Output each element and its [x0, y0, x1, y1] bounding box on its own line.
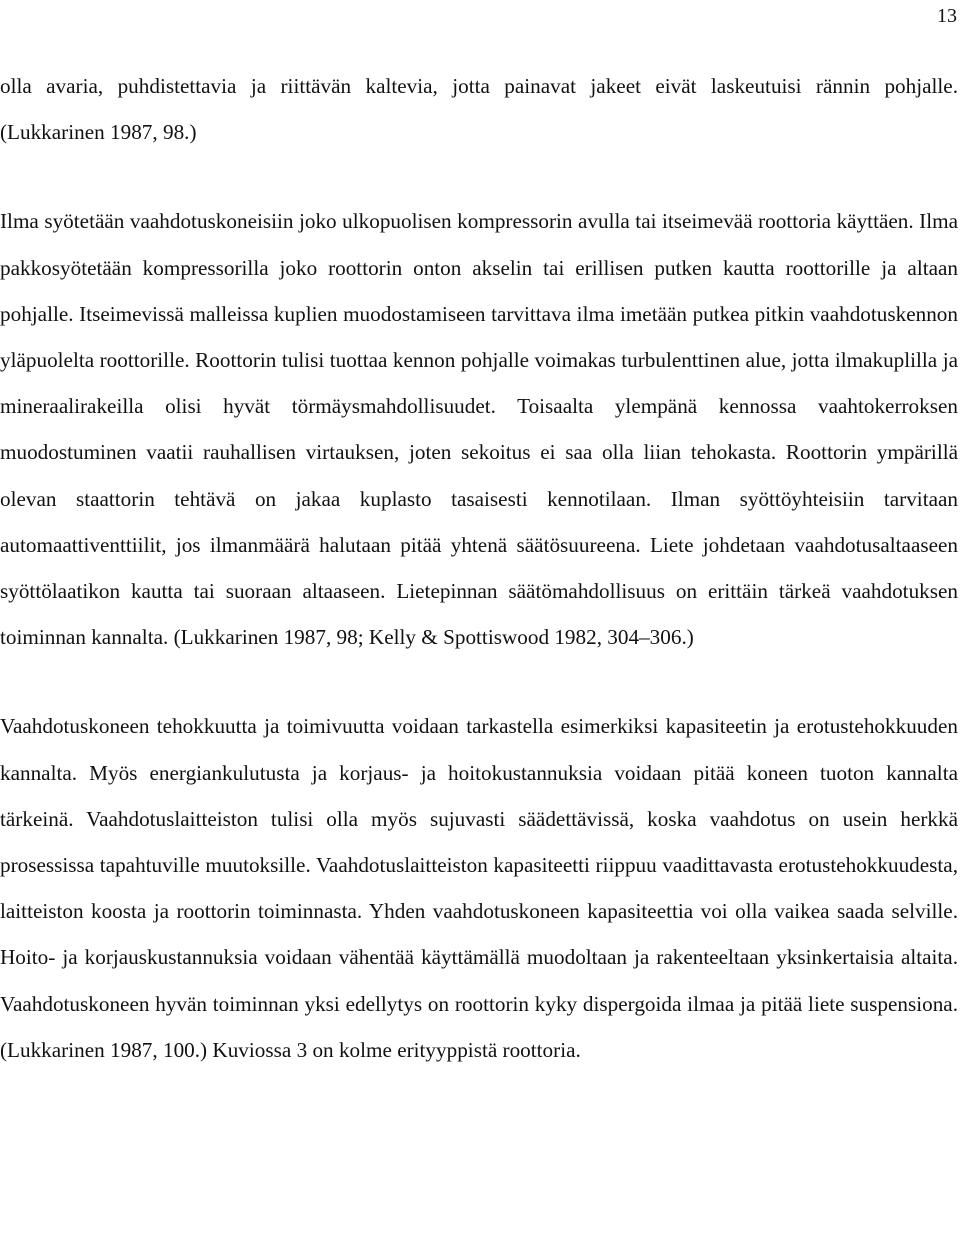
- page-number: 13: [937, 5, 957, 27]
- paragraph-1: olla avaria, puhdistettavia ja riittävän kaltevia, jotta painavat jakeet eivät laskeutuisi rännin pohjalle. (Lukkarinen 1987, 98.): [0, 74, 958, 145]
- document-body: [0, 63, 958, 1073]
- paragraph-2: Ilma syötetään vaahdotuskoneisiin joko ulkopuolisen kompressorin avulla tai itseimevää roottoria käyttäen. Ilma pakkosyötetään kompressorilla joko roottorin onton akselin tai erillisen putken kautta roottorille ja altaan pohjalle. Itseimevissä malleissa kuplien muodostamiseen tarvittava ilma imetään putkea pitkin vaahdotuskennon yläpuolelta roottorille. Roottorin tulisi tuottaa kennon pohjalle voimakas turbulenttinen alue, jotta ilmakuplilla ja mineraalirakeilla olisi hyvät törmäysmahdollisuudet. Toisaalta ylempänä kennossa vaahtokerroksen muodostuminen vaatii rauhallisen virtauksen, joten sekoitus ei saa olla liian tehokasta. Roottorin ympärillä olevan staattorin tehtävä on jakaa kuplasto tasaisesti kennotilaan. Ilman syöttöyhteisiin tarvitaan automaattiventtiilit, jos ilmanmäärä halutaan pitää yhtenä säätösuureena. Liete johdetaan vaahdotusaltaaseen syöttölaatikon kautta tai suoraan altaaseen. Lietepinnan säätömahdollisuus on erittäin tärkeä vaahdotuksen toiminnan kannalta. (Lukkarinen 1987, 98; Kelly & Spottiswood 1982, 304–306.): [0, 209, 958, 650]
- paragraph-3: Vaahdotuskoneen tehokkuutta ja toimivuutta voidaan tarkastella esimerkiksi kapasiteetin ja erotustehokkuuden kannalta. Myös energiankulutusta ja korjaus- ja hoitokustannuksia voidaan pitää koneen tuoton kannalta tärkeinä. Vaahdotuslaitteiston tulisi olla myös sujuvasti säädettävissä, koska vaahdotus on usein herkkä prosessissa tapahtuville muutoksille. Vaahdotuslaitteiston kapasiteetti riippuu vaadittavasta erotustehokkuudesta, laitteiston koosta ja roottorin toiminnasta. Yhden vaahdotuskoneen kapasiteettia voi olla vaikea saada selville. Hoito- ja korjauskustannuksia voidaan vähentää käyttämällä muodoltaan ja rakenteeltaan yksinkertaisia altaita. Vaahdotuskoneen hyvän toiminnan yksi edellytys on roottorin kyky dispergoida ilmaa ja pitää liete suspensiona. (Lukkarinen 1987, 100.) Kuviossa 3 on kolme erityyppistä roottoria.: [0, 714, 958, 1062]
